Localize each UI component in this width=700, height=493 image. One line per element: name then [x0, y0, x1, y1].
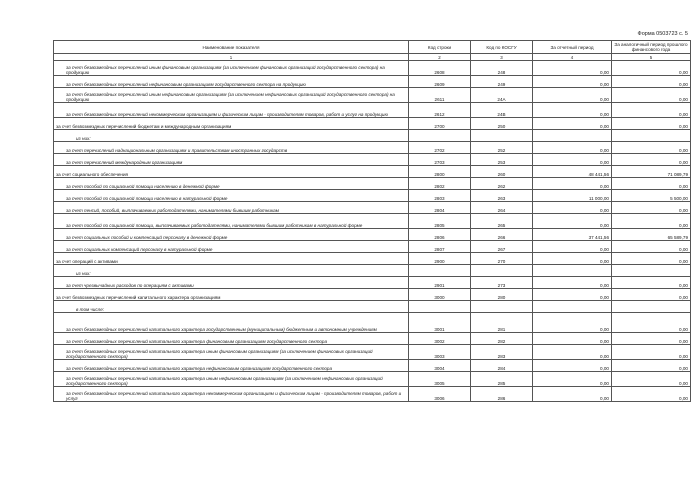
row-name: за счет социальных компенсаций персоналу в натуральной форме — [54, 241, 409, 253]
row-previous: 0,00 — [612, 178, 691, 190]
column-number: 1 — [54, 54, 409, 61]
row-code — [409, 265, 471, 277]
row-previous: 0,00 — [612, 289, 691, 301]
row-previous — [612, 130, 691, 142]
table-row — [54, 154, 691, 166]
table-row — [54, 333, 691, 345]
row-kosgu: 282 — [471, 333, 533, 345]
row-previous: 0,00 — [612, 103, 691, 118]
row-kosgu — [471, 130, 533, 142]
row-name: за счет социального обеспечения — [54, 166, 409, 178]
row-previous: 65 589,79 — [612, 229, 691, 241]
table-row — [54, 166, 691, 178]
row-kosgu: 264 — [471, 202, 533, 214]
row-code: 3006 — [409, 387, 471, 402]
row-current: 0,00 — [533, 360, 612, 372]
row-kosgu: 267 — [471, 241, 533, 253]
header-kosgu: Код по КОСГУ — [471, 41, 533, 54]
row-previous: 0,00 — [612, 360, 691, 372]
row-kosgu: 262 — [471, 178, 533, 190]
row-code — [409, 130, 471, 142]
table-row — [54, 88, 691, 103]
row-current: 0,00 — [533, 387, 612, 402]
row-current — [533, 130, 612, 142]
row-previous: 0,00 — [612, 154, 691, 166]
row-previous — [612, 301, 691, 313]
row-name: за счет безвозмездных перечислений капитального характера некоммерческим организациям и физическим лицам - производителям товаров, работ и услуг — [54, 387, 409, 402]
header-current: За отчетный период — [533, 41, 612, 54]
row-name: за счет перечислений наднациональным организациям и правительствам иностранных государств — [54, 142, 409, 154]
row-name: за счет безвозмездных перечислений капитального характера иным нефинансовым организациям (за исключением нефинансовых организаций государственного сектора) — [54, 372, 409, 387]
row-current: 0,00 — [533, 202, 612, 214]
row-current: 0,00 — [533, 61, 612, 76]
row-previous: 0,00 — [612, 214, 691, 229]
row-current: 0,00 — [533, 277, 612, 289]
row-name: за счет пособий по социальной помощи, выплачиваемых работодателями, нанимателями бывшим работникам в натуральной форме — [54, 214, 409, 229]
row-code: 3004 — [409, 360, 471, 372]
row-previous: 0,00 — [612, 313, 691, 333]
row-kosgu: 280 — [471, 289, 533, 301]
row-current: 0,00 — [533, 154, 612, 166]
row-code: 3000 — [409, 289, 471, 301]
row-name: за счет безвозмездных перечислений капитального характера нефинансовым организациям государственного сектора — [54, 360, 409, 372]
column-number: 5 — [612, 54, 691, 61]
row-kosgu: 281 — [471, 313, 533, 333]
row-name: за счет социальных пособий и компенсаций персоналу в денежной форме — [54, 229, 409, 241]
row-kosgu — [471, 265, 533, 277]
row-current: 0,00 — [533, 178, 612, 190]
row-current: 0,00 — [533, 372, 612, 387]
row-current: 0,00 — [533, 76, 612, 88]
row-code: 3002 — [409, 333, 471, 345]
row-kosgu: 270 — [471, 253, 533, 265]
row-code: 3005 — [409, 372, 471, 387]
row-previous: 0,00 — [612, 76, 691, 88]
row-name: за счет пенсий, пособий, выплачиваемых работодателями, нанимателями бывшим работникам — [54, 202, 409, 214]
row-current: 0,00 — [533, 142, 612, 154]
row-previous: 0,00 — [612, 345, 691, 360]
row-current: 0,00 — [533, 313, 612, 333]
row-previous: 0,00 — [612, 253, 691, 265]
row-name: за счет операций с активами — [54, 253, 409, 265]
row-code: 2611 — [409, 88, 471, 103]
table-row — [54, 130, 691, 142]
row-previous: 0,00 — [612, 118, 691, 130]
row-current: 0,00 — [533, 345, 612, 360]
row-kosgu: 284 — [471, 360, 533, 372]
table-row — [54, 372, 691, 387]
row-current: 0,00 — [533, 289, 612, 301]
table-row — [54, 360, 691, 372]
table-row — [54, 345, 691, 360]
table-row — [54, 202, 691, 214]
table-row — [54, 103, 691, 118]
row-previous: 0,00 — [612, 88, 691, 103]
column-number: 2 — [409, 54, 471, 61]
header-previous: За аналогичный период прошлого финансового года — [612, 41, 691, 54]
row-previous: 0,00 — [612, 372, 691, 387]
row-code — [409, 301, 471, 313]
header-row-code: Код строки — [409, 41, 471, 54]
row-current: 0,00 — [533, 253, 612, 265]
row-current: 0,00 — [533, 103, 612, 118]
column-number: 3 — [471, 54, 533, 61]
row-code: 2703 — [409, 154, 471, 166]
report-table — [53, 40, 691, 402]
row-name: за счет перечислений международным организациям — [54, 154, 409, 166]
row-kosgu: 253 — [471, 154, 533, 166]
row-code: 2806 — [409, 229, 471, 241]
row-name: за счет пособий по социальной помощи населению в денежной форме — [54, 178, 409, 190]
table-row — [54, 253, 691, 265]
table-row — [54, 241, 691, 253]
row-kosgu: 24В — [471, 103, 533, 118]
row-current: 11 000,00 — [533, 190, 612, 202]
row-kosgu: 263 — [471, 190, 533, 202]
row-kosgu: 260 — [471, 166, 533, 178]
table-row — [54, 313, 691, 333]
form-number: Форма 0503723 с. 5 — [637, 31, 688, 37]
table-row — [54, 178, 691, 190]
row-kosgu: 252 — [471, 142, 533, 154]
row-name: за счет безвозмездных перечислений нефинансовым организациям государственного сектора на продукцию — [54, 76, 409, 88]
table-row — [54, 190, 691, 202]
table-row — [54, 289, 691, 301]
row-name: за счет безвозмездных перечислений бюджетам и международным организациям — [54, 118, 409, 130]
row-previous: 0,00 — [612, 241, 691, 253]
row-current — [533, 301, 612, 313]
row-name: за счет безвозмездных перечислений капитального характера финансовым организациям государственного сектора — [54, 333, 409, 345]
row-previous: 0,00 — [612, 61, 691, 76]
table-row — [54, 265, 691, 277]
row-code: 2612 — [409, 103, 471, 118]
row-previous: 5 500,00 — [612, 190, 691, 202]
row-name: за счет безвозмездных перечислений некоммерческим организациям и физическим лицам - производителям товаров, работ и услуг на продукцию — [54, 103, 409, 118]
row-code: 2608 — [409, 61, 471, 76]
row-kosgu: 266 — [471, 229, 533, 241]
table-row — [54, 277, 691, 289]
row-previous: 0,00 — [612, 202, 691, 214]
row-name: из них: — [54, 130, 409, 142]
table-row — [54, 118, 691, 130]
row-name: из них: — [54, 265, 409, 277]
row-name: за счет чрезвычайных расходов по операциям с активами — [54, 277, 409, 289]
row-code: 2802 — [409, 178, 471, 190]
table-row — [54, 214, 691, 229]
table-row — [54, 142, 691, 154]
row-code: 2800 — [409, 166, 471, 178]
row-name: в том числе: — [54, 301, 409, 313]
row-code: 2609 — [409, 76, 471, 88]
table-row — [54, 76, 691, 88]
row-current: 37 441,56 — [533, 229, 612, 241]
row-kosgu: 250 — [471, 118, 533, 130]
row-name: за счет безвозмездных перечислений капитального характера государственным (муниципальным) бюджетным и автономным учреждениям — [54, 313, 409, 333]
row-previous: 0,00 — [612, 333, 691, 345]
row-code: 2702 — [409, 142, 471, 154]
row-code: 2805 — [409, 214, 471, 229]
row-code: 3003 — [409, 345, 471, 360]
row-previous — [612, 265, 691, 277]
row-name: за счет пособий по социальной помощи населению в натуральной форме — [54, 190, 409, 202]
row-kosgu: 265 — [471, 214, 533, 229]
row-kosgu: 283 — [471, 345, 533, 360]
row-current: 0,00 — [533, 333, 612, 345]
row-previous: 71 089,79 — [612, 166, 691, 178]
row-kosgu: 285 — [471, 372, 533, 387]
row-current: 0,00 — [533, 88, 612, 103]
row-code: 2807 — [409, 241, 471, 253]
row-name: за счет безвозмездных перечислений капитального характера организациям — [54, 289, 409, 301]
row-code: 2900 — [409, 253, 471, 265]
row-kosgu: 248 — [471, 61, 533, 76]
column-number-row — [54, 54, 691, 61]
table-row — [54, 229, 691, 241]
row-code: 2803 — [409, 190, 471, 202]
row-current: 0,00 — [533, 118, 612, 130]
row-previous: 0,00 — [612, 387, 691, 402]
row-name: за счет безвозмездных перечислений иным финансовым организациям (за исключением финансовых организаций государственного сектора) на продукцию — [54, 61, 409, 76]
row-current: 48 441,56 — [533, 166, 612, 178]
row-code: 2700 — [409, 118, 471, 130]
row-kosgu: 249 — [471, 76, 533, 88]
table-row — [54, 61, 691, 76]
row-current — [533, 265, 612, 277]
row-kosgu: 24А — [471, 88, 533, 103]
row-kosgu — [471, 301, 533, 313]
row-current: 0,00 — [533, 214, 612, 229]
table-row — [54, 387, 691, 402]
header-name: Наименование показателя — [54, 41, 409, 54]
row-previous: 0,00 — [612, 277, 691, 289]
row-name: за счет безвозмездных перечислений иным нефинансовым организациям (за исключением нефинансовых организаций государственного сектора) на продукцию — [54, 88, 409, 103]
row-previous: 0,00 — [612, 142, 691, 154]
row-code: 2901 — [409, 277, 471, 289]
header-row — [54, 41, 691, 54]
row-kosgu: 273 — [471, 277, 533, 289]
table-row — [54, 301, 691, 313]
row-code: 2804 — [409, 202, 471, 214]
row-current: 0,00 — [533, 241, 612, 253]
column-number: 4 — [533, 54, 612, 61]
row-kosgu: 286 — [471, 387, 533, 402]
row-name: за счет безвозмездных перечислений капитального характера иным финансовым организациям (за исключением финансовых организаций государственного сектора) — [54, 345, 409, 360]
row-code: 3001 — [409, 313, 471, 333]
